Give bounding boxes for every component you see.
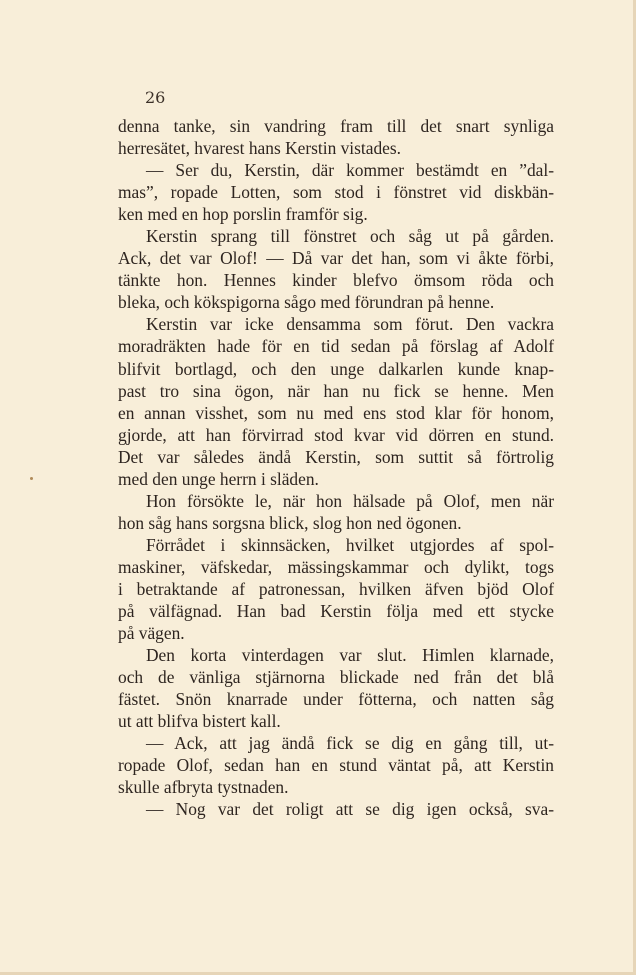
body-text [118,115,554,821]
text-line: herresätet, hvarest hans Kerstin vistades. [118,138,401,159]
text-line: på vägen. [118,623,185,644]
text-line: en annan visshet, som nu med ens stod klar för honom, [118,402,554,423]
text-line: Det var således ändå Kerstin, som suttit så förtrolig [118,446,554,467]
text-line: — Nog var det roligt att se dig igen också, sva- [146,799,554,820]
text-line: — Ser du, Kerstin, där kommer bestämdt en ”dal- [146,160,554,181]
text-line: hon såg hans sorgsna blick, slog hon ned ögonen. [118,512,462,533]
text-line: tänkte hon. Hennes kinder blefvo ömsom röda och [118,270,554,291]
text-line: Den korta vinterdagen var slut. Himlen klarnade, [146,645,554,666]
text-line: gjorde, att han förvirrad stod kvar vid dörren en stund. [118,424,554,445]
text-line: Kerstin var icke densamma som förut. Den vackra [146,314,554,335]
text-line: Förrådet i skinnsäcken, hvilket utgjordes af spol- [146,534,554,555]
text-line: moradräkten hade för en tid sedan på förslag af Adolf [118,336,554,357]
text-line: mas”, ropade Lotten, som stod i fönstret vid diskbän- [118,182,554,203]
text-line: Hon försökte le, när hon hälsade på Olof, men när [146,490,554,511]
text-line: ken med en hop porslin framför sig. [118,204,368,225]
text-line: ropade Olof, sedan han en stund väntat på, att Kerstin [118,755,554,776]
text-line: på välfägnad. Han bad Kerstin följa med ett stycke [118,601,554,622]
text-line: med den unge herrn i släden. [118,468,319,489]
text-line: fästet. Snön knarrade under fötterna, och natten såg [118,689,554,710]
text-line: denna tanke, sin vandring fram till det snart synliga [118,116,554,136]
text-line: blifvit bortlagd, och den unge dalkarlen kunde knap- [118,358,554,379]
text-line: och de vänliga stjärnorna blickade ned från det blå [118,667,554,688]
page-number: 26 [145,88,166,107]
text-line: i betraktande af patronessan, hvilken äfven bjöd Olof [118,578,554,599]
text-line: past tro sina ögon, när han nu fick se henne. Men [118,380,554,401]
paper-speck [30,477,33,480]
text-line: maskiner, väfskedar, mässingskammar och dylikt, togs [118,556,554,577]
text-line: ut att blifva bistert kall. [118,711,281,732]
text-line: — Ack, att jag ändå fick se dig en gång till, ut- [146,733,554,754]
text-line: Ack, det var Olof! — Då var det han, som vi åkte förbi, [118,248,554,269]
text-line: skulle afbryta tystnaden. [118,777,289,798]
text-line: bleka, och kökspigorna sågo med förundran på henne. [118,292,495,313]
text-line: Kerstin sprang till fönstret och såg ut på gården. [146,226,554,247]
